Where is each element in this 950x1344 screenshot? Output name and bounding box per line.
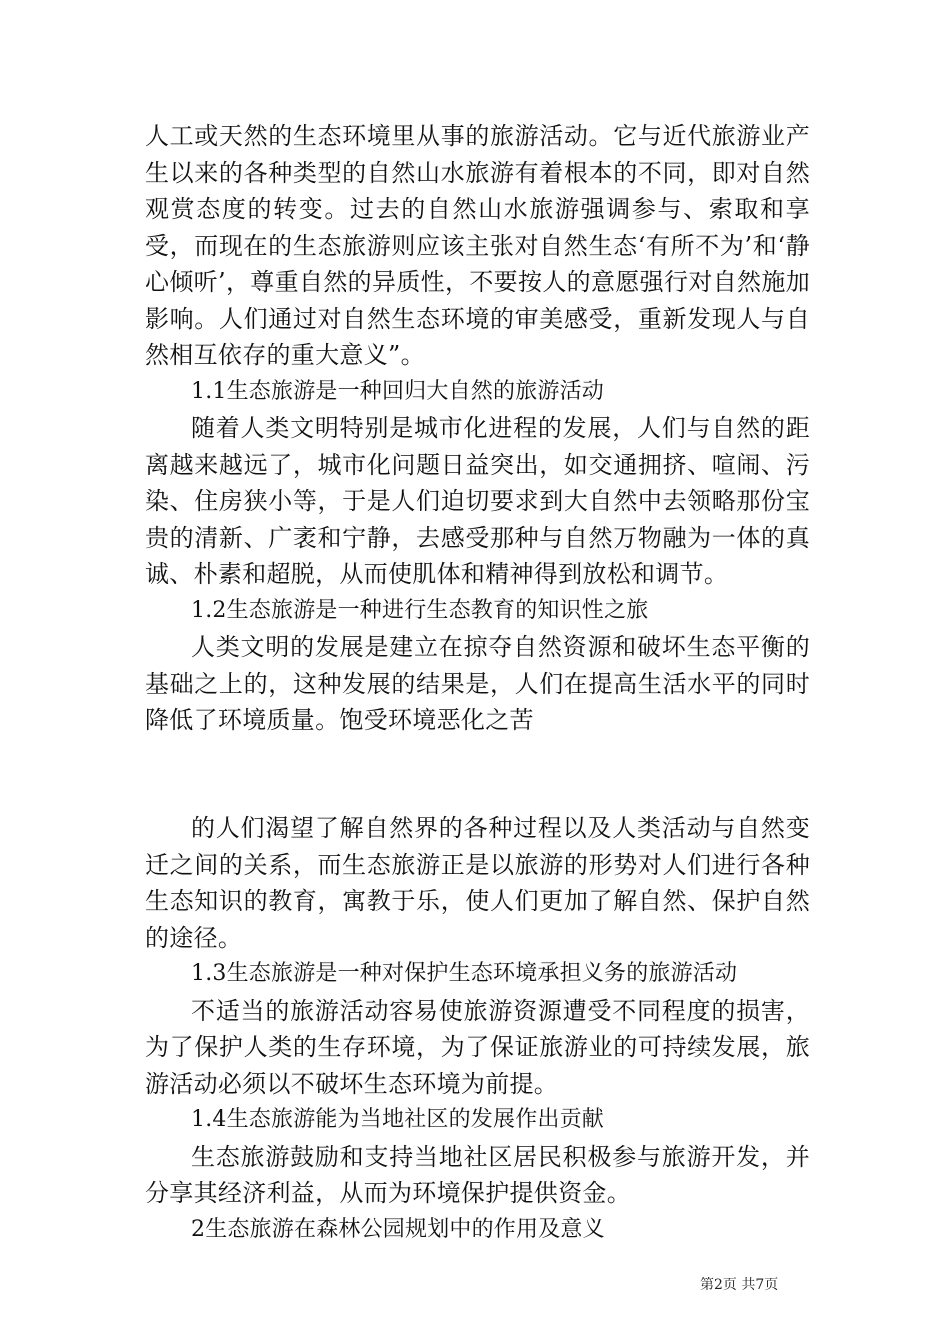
- paragraph-1-4: 生态旅游鼓励和支持当地社区居民积极参与旅游开发，并分享其经济利益，从而为环境保护提供资金。: [145, 1142, 810, 1207]
- text-block-upper: [145, 118, 810, 739]
- paragraph-intro-continuation: 人工或天然的生态环境里从事的旅游活动。它与近代旅游业产生以来的各种类型的自然山水旅游有着根本的不同，即对自然观赏态度的转变。过去的自然山水旅游强调参与、索取和享受，而现在的生态旅游则应该主张对自然生态‘有所不为’和‘静心倾听’，尊重自然的异质性，不要按人的意愿强行对自然施加影响。人们通过对自然生态环境的审美感受，重新发现人与自然相互依存的重大意义”。: [145, 122, 810, 369]
- page-number: 第2页 共7页: [700, 1277, 779, 1293]
- heading-2: 2生态旅游在森林公园规划中的作用及意义: [191, 1216, 605, 1242]
- heading-1-2: 1.2生态旅游是一种进行生态教育的知识性之旅: [191, 597, 649, 623]
- heading-1-4: 1.4生态旅游能为当地社区的发展作出贡献: [191, 1107, 604, 1132]
- paragraph-1-2-part1: 人类文明的发展是建立在掠夺自然资源和破坏生态平衡的基础之上的，这种发展的结果是，人们在提高生活水平的同时降低了环境质量。饱受环境恶化之苦: [145, 633, 810, 734]
- heading-1-3: 1.3生态旅游是一种对保护生态环境承担义务的旅游活动: [191, 961, 738, 986]
- paragraph-1-2-part2: 的人们渴望了解自然界的各种过程以及人类活动与自然变迁之间的关系，而生态旅游正是以旅游的形势对人们进行各种生态知识的教育，寓教于乐，使人们更加了解自然、保护自然的途径。: [145, 814, 810, 952]
- paragraph-1-1: 随着人类文明特别是城市化进程的发展，人们与自然的距离越来越远了，城市化问题日益突出，如交通拥挤、喧闹、污染、住房狭小等，于是人们迫切要求到大自然中去领略那份宝贵的清新、广袤和宁静，去感受那种与自然万物融为一体的真诚、朴素和超脱，从而使肌体和精神得到放松和调节。: [145, 414, 810, 588]
- heading-1-1: 1.1生态旅游是一种回归大自然的旅游活动: [191, 378, 604, 404]
- paragraph-1-3: 不适当的旅游活动容易使旅游资源遭受不同程度的损害，为了保护人类的生存环境，为了保证旅游业的可持续发展，旅游活动必须以不破坏生态环境为前提。: [145, 996, 810, 1098]
- text-block-lower: [145, 810, 810, 1248]
